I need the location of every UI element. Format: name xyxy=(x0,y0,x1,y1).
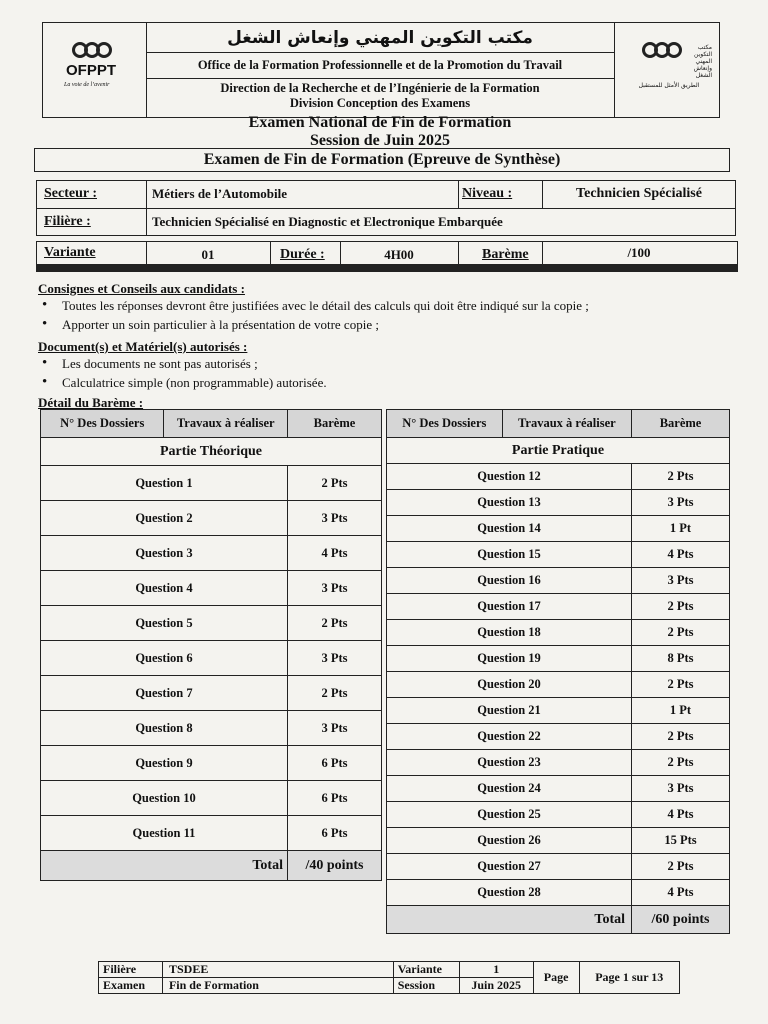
question-label: Question 9 xyxy=(41,746,288,781)
epreuve-title: Examen de Fin de Formation (Epreuve de Synthèse) xyxy=(203,151,561,168)
question-label: Question 12 xyxy=(387,464,632,490)
header-direction-line: Direction de la Recherche et de l’Ingénierie de la Formation xyxy=(220,81,540,95)
question-label: Question 13 xyxy=(387,490,632,516)
consignes-title: Consignes et Conseils aux candidats : xyxy=(38,281,245,296)
table-row xyxy=(41,816,382,851)
header-rule-2 xyxy=(146,78,614,79)
question-label: Question 5 xyxy=(41,606,288,641)
question-points: 1 Pt xyxy=(632,516,730,542)
question-label: Question 28 xyxy=(387,880,632,906)
table-row xyxy=(41,466,382,501)
bareme-value: /100 xyxy=(627,245,651,260)
consigne-item: • Apporter un soin particulier à la présentation de votre copie ; xyxy=(62,315,762,334)
pratique-total-label: Total xyxy=(387,906,632,934)
question-points: 1 Pt xyxy=(632,698,730,724)
table-row xyxy=(387,620,730,646)
theorique-table xyxy=(40,409,382,881)
question-label: Question 10 xyxy=(41,781,288,816)
table-row xyxy=(387,646,730,672)
question-label: Question 27 xyxy=(387,854,632,880)
question-label: Question 23 xyxy=(387,750,632,776)
header-rule-1 xyxy=(146,52,614,53)
question-label: Question 2 xyxy=(41,501,288,536)
question-label: Question 22 xyxy=(387,724,632,750)
footer-page-value: Page 1 sur 13 xyxy=(579,962,680,994)
secteur-label: Secteur : xyxy=(44,186,97,201)
logo-arabic-tagline: الطريق الأمثل للمستقبل xyxy=(638,82,700,89)
question-points: 8 Pts xyxy=(632,646,730,672)
question-points: 6 Pts xyxy=(287,746,381,781)
table-row xyxy=(41,606,382,641)
question-points: 3 Pts xyxy=(632,568,730,594)
niveau-value: Technicien Spécialisé xyxy=(576,186,702,201)
filiere-value: Technicien Spécialisé en Diagnostic et Electronique Embarquée xyxy=(152,214,503,229)
footer-filiere-label: Filière xyxy=(99,962,163,978)
logo-ring-icon xyxy=(666,42,682,58)
table-row xyxy=(387,490,730,516)
secteur-value: Métiers de l’Automobile xyxy=(152,186,288,201)
question-points: 2 Pts xyxy=(632,672,730,698)
exam-title: Examen National de Fin de Formation xyxy=(248,114,512,131)
question-points: 6 Pts xyxy=(287,781,381,816)
question-label: Question 11 xyxy=(41,816,288,851)
question-points: 4 Pts xyxy=(632,542,730,568)
col-dossiers-header: N° Des Dossiers xyxy=(387,410,503,438)
variante-value: 01 xyxy=(201,247,215,262)
ofppt-logo-left xyxy=(58,40,136,100)
question-label: Question 6 xyxy=(41,641,288,676)
table-row xyxy=(41,781,382,816)
table-row xyxy=(387,672,730,698)
document-item: • Calculatrice simple (non programmable) autorisée. xyxy=(62,373,762,392)
footer-page-label: Page xyxy=(533,962,579,994)
table-row xyxy=(41,641,382,676)
table-row xyxy=(387,594,730,620)
question-points: 2 Pts xyxy=(287,676,381,711)
table-row xyxy=(41,501,382,536)
table-row xyxy=(387,464,730,490)
documents-title: Document(s) et Matériel(s) autorisés : xyxy=(38,339,248,354)
exam-session: Session de Juin 2025 xyxy=(309,132,451,149)
table-row xyxy=(41,746,382,781)
footer-variante-label: Variante xyxy=(393,962,459,978)
footer-examen-value: Fin de Formation xyxy=(162,978,393,994)
question-points: 2 Pts xyxy=(287,466,381,501)
header-arabic-title: مكتب التكوين المهني وإنعاش الشغل xyxy=(227,28,533,48)
table-row xyxy=(387,880,730,906)
pratique-table xyxy=(386,409,730,934)
question-points: 4 Pts xyxy=(287,536,381,571)
footer-session-label: Session xyxy=(393,978,459,994)
question-points: 3 Pts xyxy=(287,711,381,746)
documents-list xyxy=(38,354,762,392)
table-row xyxy=(41,711,382,746)
question-points: 3 Pts xyxy=(287,641,381,676)
question-label: Question 20 xyxy=(387,672,632,698)
question-label: Question 19 xyxy=(387,646,632,672)
question-points: 2 Pts xyxy=(632,464,730,490)
variante-label: Variante xyxy=(44,245,96,260)
question-label: Question 17 xyxy=(387,594,632,620)
question-label: Question 21 xyxy=(387,698,632,724)
consigne-item: • Toutes les réponses devront être justifiées avec le détail des calculs qui doit être indiqué sur la copie ; xyxy=(62,296,762,315)
question-points: 6 Pts xyxy=(287,816,381,851)
question-points: 2 Pts xyxy=(632,750,730,776)
theorique-title: Partie Théorique xyxy=(41,438,382,466)
col-dossiers-header: N° Des Dossiers xyxy=(41,410,164,438)
pratique-title: Partie Pratique xyxy=(387,438,730,464)
question-label: Question 16 xyxy=(387,568,632,594)
table-row xyxy=(387,854,730,880)
question-label: Question 3 xyxy=(41,536,288,571)
ofppt-logo-right xyxy=(626,38,712,102)
header-divider-right xyxy=(614,22,615,118)
question-label: Question 24 xyxy=(387,776,632,802)
question-points: 3 Pts xyxy=(287,571,381,606)
question-points: 2 Pts xyxy=(632,724,730,750)
table-row xyxy=(387,802,730,828)
question-label: Question 1 xyxy=(41,466,288,501)
detail-bareme-title: Détail du Barème : xyxy=(38,395,144,410)
question-label: Question 15 xyxy=(387,542,632,568)
table-row xyxy=(41,536,382,571)
table-row xyxy=(387,516,730,542)
question-label: Question 25 xyxy=(387,802,632,828)
info-divider xyxy=(458,180,459,208)
document-item: • Les documents ne sont pas autorisés ; xyxy=(62,354,762,373)
header-office-line: Office de la Formation Professionnelle et de la Promotion du Travail xyxy=(197,58,563,72)
header-division-line: Division Conception des Examens xyxy=(289,96,471,110)
logo-ring-icon xyxy=(96,42,112,58)
footer-filiere-value: TSDEE xyxy=(162,962,393,978)
question-points: 15 Pts xyxy=(632,828,730,854)
footer-examen-label: Examen xyxy=(99,978,163,994)
question-label: Question 18 xyxy=(387,620,632,646)
theorique-rows xyxy=(41,466,382,851)
duree-value: 4H00 xyxy=(384,247,414,262)
logo-name: OFPPT xyxy=(66,62,117,79)
filiere-label: Filière : xyxy=(44,214,91,229)
question-points: 4 Pts xyxy=(632,802,730,828)
question-label: Question 8 xyxy=(41,711,288,746)
question-points: 3 Pts xyxy=(632,776,730,802)
question-points: 2 Pts xyxy=(632,854,730,880)
table-row xyxy=(387,828,730,854)
table-row xyxy=(387,698,730,724)
table-row xyxy=(41,571,382,606)
table-row xyxy=(41,676,382,711)
col-travaux-header: Travaux à réaliser xyxy=(502,410,631,438)
logo-arabic-name: مكتب التكوين المهني وإنعاش الشغل xyxy=(693,44,712,79)
niveau-label: Niveau : xyxy=(462,186,513,201)
question-points: 3 Pts xyxy=(287,501,381,536)
question-points: 2 Pts xyxy=(287,606,381,641)
bareme-label: Barème xyxy=(482,247,529,262)
pratique-rows xyxy=(387,464,730,906)
col-bareme-header: Barème xyxy=(287,410,381,438)
table-row xyxy=(387,750,730,776)
question-points: 4 Pts xyxy=(632,880,730,906)
question-points: 2 Pts xyxy=(632,594,730,620)
footer-table xyxy=(98,961,680,994)
question-label: Question 4 xyxy=(41,571,288,606)
info-divider xyxy=(146,180,147,236)
pratique-total-value: /60 points xyxy=(632,906,730,934)
table-row xyxy=(387,568,730,594)
duree-label: Durée : xyxy=(280,247,325,262)
logo-tagline: La voie de l’avenir xyxy=(64,82,110,88)
question-label: Question 14 xyxy=(387,516,632,542)
variante-divider xyxy=(270,241,271,265)
consignes-list xyxy=(38,296,762,334)
question-points: 3 Pts xyxy=(632,490,730,516)
col-bareme-header: Barème xyxy=(632,410,730,438)
table-row xyxy=(387,776,730,802)
col-travaux-header: Travaux à réaliser xyxy=(164,410,288,438)
table-row xyxy=(387,724,730,750)
footer-variante-value: 1 xyxy=(459,962,533,978)
variante-divider xyxy=(458,241,459,265)
theorique-total-label: Total xyxy=(41,851,288,881)
question-label: Question 26 xyxy=(387,828,632,854)
question-points: 2 Pts xyxy=(632,620,730,646)
theorique-total-value: /40 points xyxy=(287,851,381,881)
footer-session-value: Juin 2025 xyxy=(459,978,533,994)
table-row xyxy=(387,542,730,568)
question-label: Question 7 xyxy=(41,676,288,711)
